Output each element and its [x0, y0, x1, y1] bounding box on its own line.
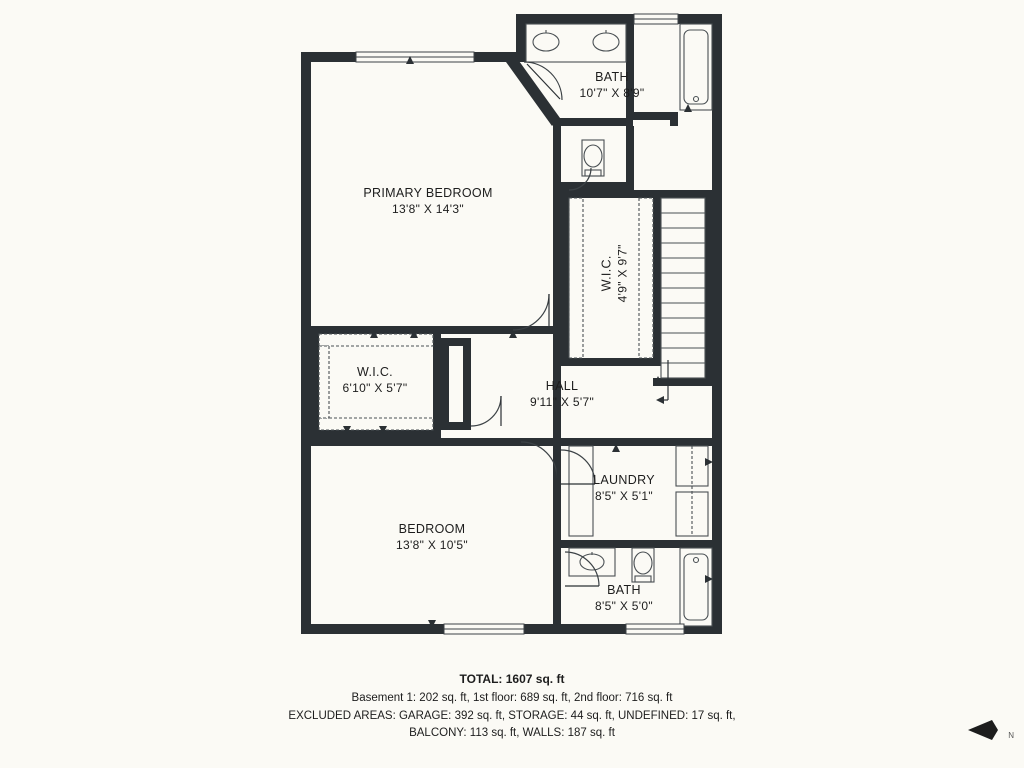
total-label: TOTAL: 1607 sq. ft: [459, 672, 565, 686]
floor-breakdown: Basement 1: 202 sq. ft, 1st floor: 689 sq. ft, 2nd floor: 716 sq. ft: [351, 691, 673, 704]
room-dimensions: 13'8" X 14'3": [392, 201, 464, 216]
room-label-wic-hall: [343, 365, 408, 396]
room-label-bath-upper: [580, 70, 645, 101]
room-label-bedroom: [396, 522, 468, 553]
room-name: W.I.C.: [357, 365, 393, 379]
room-name: W.I.C.: [599, 255, 614, 292]
room-dimensions: 13'8" X 10'5": [396, 537, 468, 552]
room-name: LAUNDRY: [593, 473, 655, 487]
room-label-bath-lower: [595, 583, 653, 614]
room-label-laundry: [593, 473, 655, 504]
room-label-primary-bedroom: [363, 186, 492, 217]
room-name: PRIMARY BEDROOM: [363, 186, 493, 200]
room-name: BATH: [607, 583, 641, 597]
area-summary: [0, 670, 1024, 743]
north-arrow-label: N: [1008, 731, 1014, 740]
room-label-wic-primary: [600, 218, 631, 328]
excluded-areas-line-2: BALCONY: 113 sq. ft, WALLS: 187 sq. ft: [409, 727, 615, 740]
total-line: [0, 670, 1024, 690]
room-name: HALL: [545, 379, 579, 393]
excluded-areas-line-1: EXCLUDED AREAS: GARAGE: 392 sq. ft, STORAGE: 44 sq. ft, UNDEFINED: 17 sq. ft,: [288, 709, 736, 722]
room-dimensions: 10'7" X 8'9": [579, 85, 645, 100]
room-label-hall: [530, 379, 594, 410]
room-name: BEDROOM: [398, 522, 466, 536]
room-dimensions: 9'11" X 5'7": [529, 394, 595, 409]
room-dimensions: 4'9" X 9'7": [615, 244, 630, 303]
room-dimensions: 8'5" X 5'0": [595, 598, 653, 613]
room-name: BATH: [595, 70, 629, 84]
room-dimensions: 6'10" X 5'7": [342, 380, 408, 395]
room-dimensions: 8'5" X 5'1": [595, 488, 653, 503]
